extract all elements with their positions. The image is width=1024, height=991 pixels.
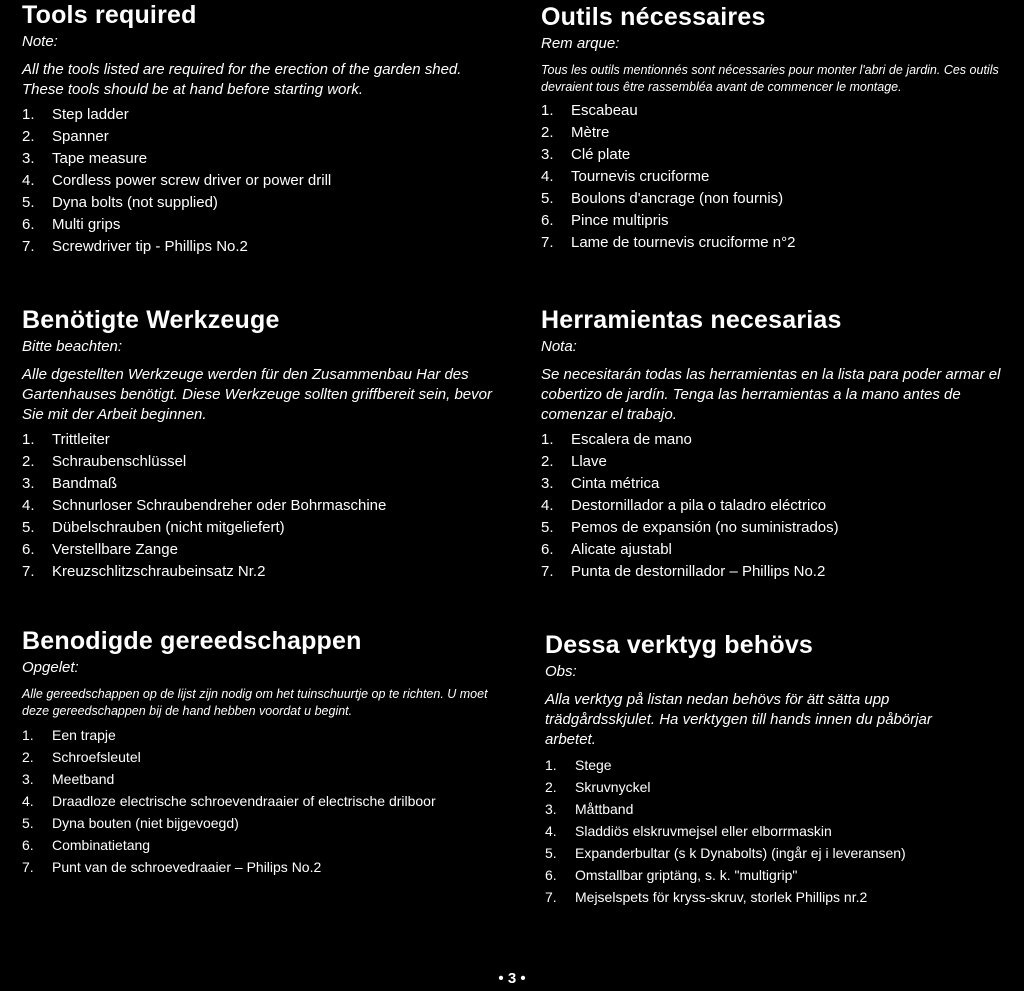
list-item: 7. Punt van de schroevedraaier – Philips No.2 [22,859,322,875]
list-item: 6. Pince multipris [541,212,669,229]
note-text: Tous les outils mentionnés sont nécessaries pour monter l'abri de jardin. Ces outils devraient tous être rassembléa avant de commencer le montage. [541,63,999,94]
list-item: 5. Dübelschrauben (nicht mitgeliefert) [22,519,285,536]
note-text: Alle dgestellten Werkzeuge werden für den Zusammenbau Har des Gartenhauses benötigt. Diese Werkzeuge sollten griffbereit sein, bevor Sie mit der Arbeit beginnen. [22,366,492,423]
list-item: 1. Step ladder [22,106,129,123]
section-french [541,2,1021,254]
page-number: • 3 • [498,970,526,987]
section-dutch [22,626,502,878]
note-label: Opgelet: [22,659,79,676]
tools-list [22,429,502,583]
list-item: 3. Cinta métrica [541,475,660,492]
note-label: Nota: [541,338,577,355]
section-swedish [545,630,1024,908]
list-item: 7. Punta de destornillador – Phillips No.2 [541,563,826,580]
list-item: 4. Schnurloser Schraubendreher oder Bohrmaschine [22,497,387,514]
list-item: 7. Lame de tournevis cruciforme n°2 [541,234,796,251]
list-item: 3. Clé plate [541,146,631,163]
list-item: 5. Dyna bolts (not supplied) [22,194,218,211]
section-title: Tools required [22,1,197,29]
note-text: Alla verktyg på listan nedan behövs för ätt sätta upp trädgårdsskjulet. Ha verktygen till hands innen du påbörjar arbetet. [545,691,932,748]
section-german [22,305,502,583]
list-item: 2. Schroefsleutel [22,749,141,765]
section-spanish [541,305,1021,583]
list-item: 4. Sladdiös elskruvmejsel eller elborrmaskin [545,823,832,839]
list-item: 5. Dyna bouten (niet bijgevoegd) [22,815,239,831]
tools-list [22,104,502,258]
list-item: 6. Verstellbare Zange [22,541,178,558]
note-label: Bitte beachten: [22,338,123,355]
list-item: 7. Screwdriver tip - Phillips No.2 [22,238,248,255]
list-item: 2. Mètre [541,124,610,141]
list-item: 1. Trittleiter [22,431,110,448]
list-item: 5. Expanderbultar (s k Dynabolts) (ingår ej i leveransen) [545,845,906,861]
note-text: Alle gereedschappen op de lijst zijn nodig om het tuinschuurtje op te richten. U moet deze gereedschappen bij de hand hebben voordat u begint. [22,687,488,718]
list-item: 5. Boulons d'ancrage (non fournis) [541,190,784,207]
list-item: 6. Combinatietang [22,837,151,853]
section-title: Benodigde gereedschappen [22,627,362,655]
section-english [22,0,502,258]
list-item: 6. Alicate ajustabl [541,541,672,558]
section-title: Dessa verktyg behövs [545,631,814,659]
list-item: 7. Mejselspets för kryss-skruv, storlek Phillips nr.2 [545,889,868,905]
section-title: Outils nécessaires [541,3,766,31]
list-item: 4. Destornillador a pila o taladro eléctrico [541,497,827,514]
list-item: 2. Schraubenschlüssel [22,453,187,470]
list-item: 7. Kreuzschlitzschraubeinsatz Nr.2 [22,563,266,580]
list-item: 6. Multi grips [22,216,121,233]
note-text: All the tools listed are required for the erection of the garden shed. These tools should be at hand before starting work. [22,61,462,98]
list-item: 3. Måttband [545,801,634,817]
list-item: 1. Escabeau [541,102,638,119]
list-item: 3. Bandmaß [22,475,118,492]
list-item: 4. Tournevis cruciforme [541,168,710,185]
list-item: 2. Llave [541,453,607,470]
list-item: 4. Draadloze electrische schroevendraaier of electrische drilboor [22,793,436,809]
list-item: 3. Tape measure [22,150,148,167]
list-item: 1. Een trapje [22,727,116,743]
list-item: 1. Escalera de mano [541,431,692,448]
list-item: 4. Cordless power screw driver or power drill [22,172,332,189]
list-item: 5. Pemos de expansión (no suministrados) [541,519,839,536]
list-item: 6. Omstallbar griptäng, s. k. "multigrip" [545,867,798,883]
list-item: 3. Meetband [22,771,115,787]
list-item: 2. Skruvnyckel [545,779,651,795]
tools-list [22,724,502,878]
list-item: 2. Spanner [22,128,109,145]
tools-list [541,429,1021,583]
section-title: Benötigte Werkzeuge [22,306,280,334]
tools-list [541,100,1021,254]
tools-list [545,754,1024,908]
note-label: Obs: [545,663,577,680]
note-label: Note: [22,33,58,50]
list-item: 1. Stege [545,757,612,773]
note-label: Rem arque: [541,35,620,52]
note-text: Se necesitarán todas las herramientas en la lista para poder armar el cobertizo de jardín. Tenga las herramientas a la mano antes de comenzar el trabajo. [541,366,1001,423]
section-title: Herramientas necesarias [541,306,842,334]
